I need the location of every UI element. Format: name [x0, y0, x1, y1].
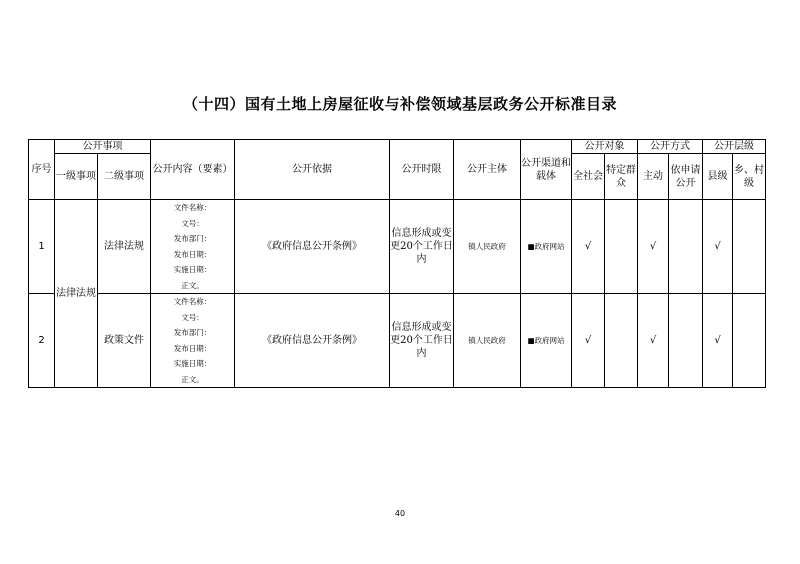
disclosure-catalog-table: [28, 139, 766, 388]
header-matter-group: 公开事项: [55, 140, 151, 154]
row-level2: 法律法规: [98, 200, 151, 294]
header-specific-groups: 特定群众: [605, 154, 638, 200]
check-county: √: [703, 200, 733, 294]
element-line: 发布日期：: [173, 343, 212, 353]
header-level-group: 公开层级: [703, 140, 766, 154]
header-on-request: 依申请公开: [669, 154, 703, 200]
row-seq: 2: [29, 294, 55, 388]
header-all-society: 全社会: [572, 154, 605, 200]
element-line: 文件名称：: [173, 203, 212, 212]
cell-specific-groups: [605, 294, 638, 388]
table-row: [29, 294, 766, 388]
row-basis: 《政府信息公开条例》: [235, 200, 390, 294]
row-time: 信息形成或变更20个工作日内: [390, 200, 454, 294]
row-time: 信息形成或变更20个工作日内: [390, 294, 454, 388]
row-elements: [151, 294, 235, 388]
header-content: 公开内容（要素）: [151, 140, 235, 200]
row-seq: 1: [29, 200, 55, 294]
header-subject: 公开主体: [454, 140, 521, 200]
row-subject: 镇人民政府: [468, 242, 506, 251]
cell-township-village: [733, 200, 766, 294]
header-mode-group: 公开方式: [638, 140, 703, 154]
header-channel: 公开渠道和载体: [521, 140, 572, 200]
header-level2: 二级事项: [98, 154, 151, 200]
header-object-group: 公开对象: [572, 140, 638, 154]
header-time: 公开时限: [390, 140, 454, 200]
check-all-society: √: [572, 200, 605, 294]
cell-specific-groups: [605, 200, 638, 294]
row-subject: 镇人民政府: [468, 336, 506, 345]
cell-on-request: [669, 294, 703, 388]
document-title: （十四）国有土地上房屋征收与补偿领域基层政务公开标准目录: [182, 95, 617, 113]
header-seq: 序号: [29, 140, 55, 200]
element-line: 文号：: [181, 312, 204, 322]
header-township-village: 乡、村级: [733, 154, 766, 200]
check-all-society: √: [572, 294, 605, 388]
element-line: 发布部门：: [173, 234, 212, 243]
element-line: 发布日期：: [173, 249, 212, 259]
header-active: 主动: [638, 154, 669, 200]
element-line: 正文。: [181, 374, 204, 384]
table-row: [29, 200, 766, 294]
element-line: 发布部门：: [173, 328, 212, 337]
element-line: 文号：: [181, 218, 204, 228]
level1-value: 法律法规: [55, 200, 98, 388]
cell-on-request: [669, 200, 703, 294]
page-number: 40: [394, 509, 406, 518]
cell-township-village: [733, 294, 766, 388]
row-basis: 《政府信息公开条例》: [235, 294, 390, 388]
row-level2: 政策文件: [98, 294, 151, 388]
element-line: 实施日期：: [173, 265, 212, 274]
element-line: 文件名称：: [173, 297, 212, 306]
check-active: √: [638, 294, 669, 388]
check-active: √: [638, 200, 669, 294]
header-level1: 一级事项: [55, 154, 98, 200]
row-elements: [151, 200, 235, 294]
row-channel: ■政府网站: [527, 242, 565, 251]
header-basis: 公开依据: [235, 140, 390, 200]
row-channel: ■政府网站: [527, 336, 565, 345]
header-county: 县级: [703, 154, 733, 200]
element-line: 正文。: [181, 280, 204, 290]
element-line: 实施日期：: [173, 359, 212, 368]
check-county: √: [703, 294, 733, 388]
